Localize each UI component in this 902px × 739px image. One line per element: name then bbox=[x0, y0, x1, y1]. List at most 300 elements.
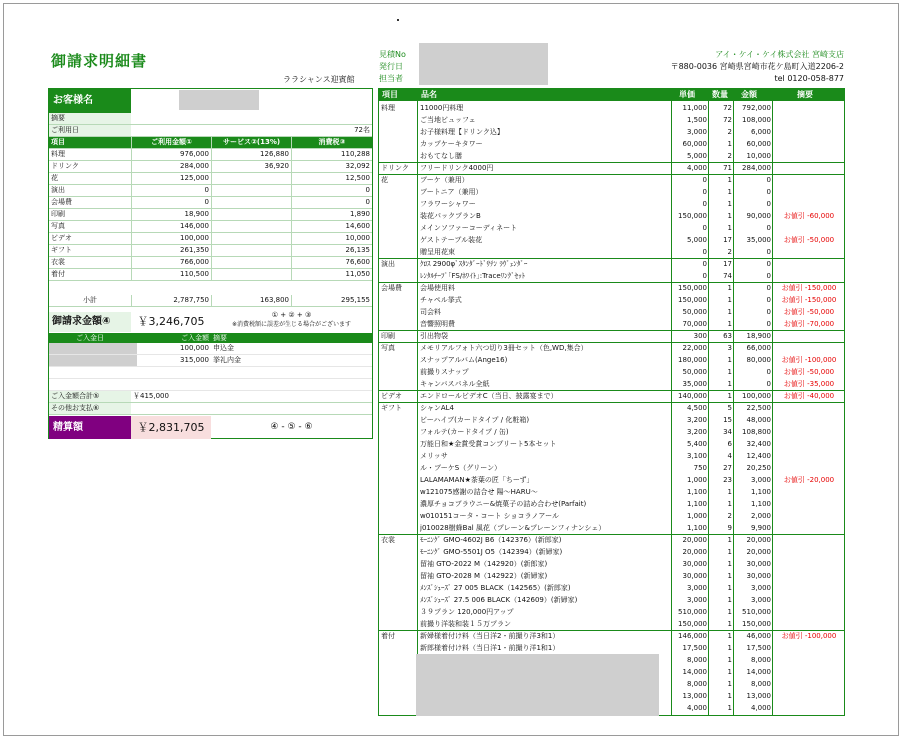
detail-category: 写真 bbox=[381, 344, 395, 352]
summary-item: ビデオ bbox=[51, 234, 72, 242]
blank-row bbox=[49, 367, 372, 379]
guest-count: 72名 bbox=[354, 126, 370, 134]
detail-quantity: 1 bbox=[727, 308, 732, 316]
detail-item-name: w121075感謝の詰合せ 陽～HARU～ bbox=[420, 488, 538, 496]
detail-item-name: ﾒﾝｽﾞｼｭｰｽﾞ 27.5 006 BLACK（142609）(新婦家) bbox=[420, 596, 578, 604]
detail-row bbox=[379, 366, 844, 378]
detail-amount: 35,000 bbox=[746, 236, 771, 244]
detail-category: ビデオ bbox=[381, 392, 402, 400]
detail-quantity: 72 bbox=[723, 104, 732, 112]
detail-quantity: 1 bbox=[727, 200, 732, 208]
detail-row bbox=[379, 582, 844, 594]
detail-unit-price: 60,000 bbox=[682, 140, 707, 148]
detail-amount: 60,000 bbox=[746, 140, 771, 148]
detail-amount: 32,400 bbox=[746, 440, 771, 448]
detail-unit-price: 1,100 bbox=[686, 524, 707, 532]
redacted-customer-name bbox=[179, 90, 259, 110]
detail-item-name: おもてなし膳 bbox=[420, 152, 462, 160]
detail-unit-price: 1,000 bbox=[686, 512, 707, 520]
detail-amount: 284,000 bbox=[742, 164, 771, 172]
settle-label: 精算額 bbox=[49, 416, 131, 439]
company-address: 〒880-0036 宮崎県宮崎市花ケ島町入道2206-2 bbox=[670, 62, 844, 71]
detail-quantity: 1 bbox=[727, 584, 732, 592]
group-divider bbox=[379, 330, 844, 331]
detail-unit-price: 30,000 bbox=[682, 560, 707, 568]
summary-amount: 100,000 bbox=[131, 233, 211, 244]
detail-unit-price: 150,000 bbox=[678, 296, 707, 304]
detail-amount: 20,000 bbox=[746, 548, 771, 556]
detail-item-name: w010151コータ・コート ショコラノアール bbox=[420, 512, 559, 520]
payment-header bbox=[49, 333, 372, 343]
detail-amount: 0 bbox=[766, 284, 771, 292]
summary-header-row bbox=[49, 137, 372, 149]
detail-unit-price: 17,500 bbox=[682, 644, 707, 652]
summary-tax: 32,092 bbox=[291, 161, 372, 172]
detail-unit-price: 0 bbox=[702, 272, 707, 280]
detail-item-name: ブーケ（兼用） bbox=[420, 176, 469, 184]
payment-note: 申込金 bbox=[213, 344, 234, 352]
detail-item-name: 留袖 GTO-2022 M（142920）(新郎家) bbox=[420, 560, 548, 568]
settle-amount: ￥2,831,705 bbox=[131, 416, 211, 439]
detail-unit-price: 50,000 bbox=[682, 308, 707, 316]
detail-amount: 510,000 bbox=[742, 608, 771, 616]
summary-row bbox=[49, 221, 372, 233]
detail-item-name: LALAMAMAN★茶葉の匠「ちーず」 bbox=[420, 476, 534, 484]
detail-col-qty: 数量 bbox=[712, 90, 728, 99]
detail-category: 印刷 bbox=[381, 332, 395, 340]
summary-service bbox=[211, 257, 291, 268]
detail-item-name: 音響照明費 bbox=[420, 320, 455, 328]
detail-unit-price: 20,000 bbox=[682, 536, 707, 544]
summary-service bbox=[211, 173, 291, 184]
detail-row bbox=[379, 498, 844, 510]
detail-unit-price: 0 bbox=[702, 248, 707, 256]
detail-discount-note: お値引 -150,000 bbox=[781, 296, 837, 304]
redacted-meta-box bbox=[419, 43, 548, 85]
company-tel: tel 0120-058-877 bbox=[774, 74, 844, 83]
col-tax: 消費税③ bbox=[291, 137, 372, 148]
detail-item-name: ゲストテーブル装花 bbox=[420, 236, 483, 244]
summary-item: 花 bbox=[51, 174, 58, 182]
detail-unit-price: 150,000 bbox=[678, 284, 707, 292]
detail-quantity: 1 bbox=[727, 572, 732, 580]
page-title: 御請求明細書 bbox=[51, 52, 148, 70]
detail-unit-price: 30,000 bbox=[682, 572, 707, 580]
detail-category: 花 bbox=[381, 176, 388, 184]
detail-amount: 0 bbox=[766, 200, 771, 208]
detail-unit-price: 3,000 bbox=[686, 584, 707, 592]
detail-quantity: 1 bbox=[727, 224, 732, 232]
detail-amount: 3,000 bbox=[750, 476, 771, 484]
summary-item: 料理 bbox=[51, 150, 65, 158]
detail-amount: 3,000 bbox=[750, 596, 771, 604]
detail-item-name: ﾚﾝﾀﾙﾁｰﾌﾟ｢FS/ﾎﾜｲﾄ｣:Traceﾘﾝｸﾞｾｯﾄ bbox=[420, 272, 526, 280]
detail-item-name: 11000円料理 bbox=[420, 104, 464, 112]
detail-row bbox=[379, 258, 844, 270]
payment-note-col: 摘要 bbox=[213, 334, 227, 342]
billing-label: 御請求金額④ bbox=[49, 312, 131, 332]
detail-quantity: 1 bbox=[727, 536, 732, 544]
detail-amount: 0 bbox=[766, 380, 771, 388]
detail-quantity: 1 bbox=[727, 500, 732, 508]
detail-item-name: ビーハイブ(カードタイプ / 化粧箱) bbox=[420, 416, 530, 424]
summary-row bbox=[49, 209, 372, 221]
summary-amount: 284,000 bbox=[131, 161, 211, 172]
detail-item-name: ﾓｰﾆﾝｸﾞ GMO-5501J O5（142394）(新婦家) bbox=[420, 548, 563, 556]
detail-unit-price: 0 bbox=[702, 188, 707, 196]
detail-discount-note: お値引 -50,000 bbox=[783, 308, 835, 316]
summary-service bbox=[211, 233, 291, 244]
col-amount: ご利用金額① bbox=[131, 137, 211, 148]
detail-quantity: 1 bbox=[727, 296, 732, 304]
summary-tax: 11,050 bbox=[291, 269, 372, 280]
other-payment-row bbox=[49, 403, 372, 415]
detail-amount: 17,500 bbox=[746, 644, 771, 652]
detail-unit-price: 14,000 bbox=[682, 668, 707, 676]
detail-item-name: フラワーシャワー bbox=[420, 200, 476, 208]
detail-category: 衣裳 bbox=[381, 536, 395, 544]
detail-item-name: シャンAL4 bbox=[420, 404, 455, 412]
detail-discount-note: お値引 -35,000 bbox=[783, 380, 835, 388]
detail-unit-price: 150,000 bbox=[678, 620, 707, 628]
detail-amount: 1,100 bbox=[750, 488, 771, 496]
company-name: アイ・ケイ・ケイ株式会社 宮崎支店 bbox=[715, 50, 844, 59]
detail-unit-price: 3,200 bbox=[686, 416, 707, 424]
detail-row bbox=[379, 162, 844, 174]
detail-item-name: 引出物袋 bbox=[420, 332, 448, 340]
summary-row bbox=[49, 269, 372, 281]
detail-discount-note: お値引 -100,000 bbox=[781, 632, 837, 640]
subtotal-service: 163,800 bbox=[211, 295, 291, 306]
detail-row bbox=[379, 558, 844, 570]
detail-row bbox=[379, 534, 844, 546]
detail-col-amount: 金額 bbox=[741, 90, 757, 99]
detail-unit-price: 8,000 bbox=[686, 680, 707, 688]
detail-item-name: メモリアルフォト六つ切り3冊セット（色,WD,集合） bbox=[420, 344, 588, 352]
detail-amount: 0 bbox=[766, 308, 771, 316]
detail-quantity: 1 bbox=[727, 176, 732, 184]
detail-item-name: 万能日和★金賞受賞コンプリート5本セット bbox=[420, 440, 557, 448]
subtotal-tax: 295,155 bbox=[291, 295, 372, 306]
detail-discount-note: お値引 -50,000 bbox=[783, 368, 835, 376]
summary-item: 着付 bbox=[51, 270, 65, 278]
billing-formula: ① + ② + ③ bbox=[271, 311, 312, 319]
detail-row bbox=[379, 234, 844, 246]
detail-amount: 0 bbox=[766, 224, 771, 232]
detail-row bbox=[379, 246, 844, 258]
detail-amount: 3,000 bbox=[750, 584, 771, 592]
detail-amount: 48,000 bbox=[746, 416, 771, 424]
detail-quantity: 3 bbox=[727, 344, 732, 352]
detail-quantity: 17 bbox=[723, 260, 732, 268]
group-divider bbox=[379, 162, 844, 163]
detail-item-name: ご当地ビュッフェ bbox=[420, 116, 476, 124]
detail-row bbox=[379, 318, 844, 330]
detail-row bbox=[379, 198, 844, 210]
group-divider bbox=[379, 630, 844, 631]
detail-unit-price: 140,000 bbox=[678, 392, 707, 400]
payment-total: ￥415,000 bbox=[133, 392, 169, 400]
detail-quantity: 2 bbox=[727, 248, 732, 256]
detail-row bbox=[379, 402, 844, 414]
detail-unit-price: 5,000 bbox=[686, 236, 707, 244]
detail-row bbox=[379, 522, 844, 534]
group-divider bbox=[379, 402, 844, 403]
billing-note: ※消費税額に誤差が生じる場合がございます bbox=[231, 321, 352, 328]
detail-quantity: 1 bbox=[727, 560, 732, 568]
detail-unit-price: 22,000 bbox=[682, 344, 707, 352]
page-dot bbox=[397, 19, 399, 21]
detail-row bbox=[379, 294, 844, 306]
summary-tax: 110,288 bbox=[291, 149, 372, 160]
detail-table bbox=[378, 88, 845, 716]
group-divider bbox=[379, 258, 844, 259]
detail-row bbox=[379, 474, 844, 486]
company-block bbox=[671, 49, 844, 85]
detail-discount-note: お値引 -150,000 bbox=[781, 284, 837, 292]
detail-amount: 150,000 bbox=[742, 620, 771, 628]
detail-quantity: 1 bbox=[727, 212, 732, 220]
summary-amount: 976,000 bbox=[131, 149, 211, 160]
detail-item-name: 会場使用料 bbox=[420, 284, 455, 292]
detail-quantity: 1 bbox=[727, 668, 732, 676]
detail-unit-price: 50,000 bbox=[682, 368, 707, 376]
summary-service bbox=[211, 245, 291, 256]
summary-row bbox=[49, 173, 372, 185]
detail-quantity: 23 bbox=[723, 476, 732, 484]
detail-item-name: 留袖 GTO-2028 M（142922）(新婦家) bbox=[420, 572, 548, 580]
summary-row bbox=[49, 185, 372, 197]
payment-row bbox=[49, 355, 372, 367]
date-label: ご利用日 bbox=[49, 125, 131, 136]
detail-quantity: 1 bbox=[727, 284, 732, 292]
detail-amount: 792,000 bbox=[742, 104, 771, 112]
detail-col-note: 摘要 bbox=[797, 90, 813, 99]
detail-unit-price: 0 bbox=[702, 224, 707, 232]
summary-service bbox=[211, 185, 291, 196]
summary-tax: 26,135 bbox=[291, 245, 372, 256]
detail-amount: 14,000 bbox=[746, 668, 771, 676]
issue-date-label: 発行日 bbox=[379, 62, 403, 71]
customer-label: お客様名 bbox=[49, 89, 131, 113]
detail-quantity: 4 bbox=[727, 452, 732, 460]
detail-amount: 0 bbox=[766, 248, 771, 256]
tekiyou-label: 摘要 bbox=[49, 113, 131, 124]
detail-unit-price: 150,000 bbox=[678, 212, 707, 220]
detail-quantity: 1 bbox=[727, 320, 732, 328]
detail-item-name: 前撮りスナップ bbox=[420, 368, 469, 376]
detail-row bbox=[379, 570, 844, 582]
detail-unit-price: 3,100 bbox=[686, 452, 707, 460]
detail-quantity: 1 bbox=[727, 656, 732, 664]
settle-formula: ④ - ⑤ - ⑥ bbox=[270, 422, 313, 432]
detail-quantity: 1 bbox=[727, 356, 732, 364]
detail-quantity: 1 bbox=[727, 548, 732, 556]
detail-item-name: ﾒﾝｽﾞｼｭｰｽﾞ 27 005 BLACK（142565）(新郎家) bbox=[420, 584, 571, 592]
summary-tax: 14,600 bbox=[291, 221, 372, 232]
summary-service bbox=[211, 221, 291, 232]
summary-tax: 0 bbox=[291, 185, 372, 196]
detail-item-name: お子様料理【ドリンク込】 bbox=[420, 128, 504, 136]
detail-unit-price: 20,000 bbox=[682, 548, 707, 556]
summary-item: 会場費 bbox=[51, 198, 72, 206]
subtotal-amount: 2,787,750 bbox=[131, 295, 211, 306]
detail-unit-price: 35,000 bbox=[682, 380, 707, 388]
group-divider bbox=[379, 390, 844, 391]
subtotal-label: 小計 bbox=[83, 296, 97, 304]
summary-item: 印刷 bbox=[51, 210, 65, 218]
detail-unit-price: 0 bbox=[702, 260, 707, 268]
detail-row bbox=[379, 450, 844, 462]
detail-row bbox=[379, 150, 844, 162]
detail-amount: 13,000 bbox=[746, 692, 771, 700]
detail-item-name: エンドロールビデオC（当日、披露宴まで） bbox=[420, 392, 558, 400]
detail-amount: 0 bbox=[766, 320, 771, 328]
detail-amount: 8,000 bbox=[750, 680, 771, 688]
detail-row bbox=[379, 126, 844, 138]
payment-row bbox=[49, 343, 372, 355]
detail-item-name: フリードリンク4000円 bbox=[420, 164, 494, 172]
detail-quantity: 1 bbox=[727, 368, 732, 376]
detail-unit-price: 0 bbox=[702, 176, 707, 184]
detail-discount-note: お値引 -20,000 bbox=[783, 476, 835, 484]
detail-item-name: j010028樹蜂Bal 風花（プレーン&プレーンフィナンシェ） bbox=[420, 524, 606, 532]
detail-row bbox=[379, 270, 844, 282]
detail-unit-price: 1,100 bbox=[686, 500, 707, 508]
detail-discount-note: お値引 -50,000 bbox=[783, 236, 835, 244]
detail-category: ドリンク bbox=[381, 164, 409, 172]
detail-item-name: スナップアルバム(Ange16) bbox=[420, 356, 508, 364]
summary-item: ギフト bbox=[51, 246, 72, 254]
detail-amount: 4,000 bbox=[750, 704, 771, 712]
summary-tax: 1,890 bbox=[291, 209, 372, 220]
detail-quantity: 1 bbox=[727, 632, 732, 640]
detail-row bbox=[379, 342, 844, 354]
detail-quantity: 17 bbox=[723, 236, 732, 244]
detail-unit-price: 1,100 bbox=[686, 488, 707, 496]
detail-amount: 12,400 bbox=[746, 452, 771, 460]
detail-amount: 0 bbox=[766, 368, 771, 376]
detail-unit-price: 3,000 bbox=[686, 596, 707, 604]
staff-label: 担当者 bbox=[379, 74, 403, 83]
blank-row bbox=[49, 379, 372, 391]
summary-service: 126,880 bbox=[211, 149, 291, 160]
detail-item-name: 司会料 bbox=[420, 308, 441, 316]
detail-item-name: 新郎様着付け料（当日洋1・前撮り洋1和1） bbox=[420, 644, 560, 652]
detail-amount: 20,250 bbox=[746, 464, 771, 472]
detail-row bbox=[379, 546, 844, 558]
detail-unit-price: 750 bbox=[693, 464, 707, 472]
detail-unit-price: 3,000 bbox=[686, 128, 707, 136]
detail-quantity: 1 bbox=[727, 680, 732, 688]
detail-unit-price: 13,000 bbox=[682, 692, 707, 700]
detail-row bbox=[379, 426, 844, 438]
detail-quantity: 74 bbox=[723, 272, 732, 280]
detail-quantity: 2 bbox=[727, 512, 732, 520]
detail-item-name: ル・ブーケS（グリーン） bbox=[420, 464, 502, 472]
detail-amount: 1,100 bbox=[750, 500, 771, 508]
detail-quantity: 1 bbox=[727, 488, 732, 496]
detail-row bbox=[379, 510, 844, 522]
detail-quantity: 34 bbox=[723, 428, 732, 436]
summary-service: 36,920 bbox=[211, 161, 291, 172]
detail-quantity: 1 bbox=[727, 380, 732, 388]
detail-quantity: 1 bbox=[727, 608, 732, 616]
detail-row bbox=[379, 486, 844, 498]
summary-amount: 0 bbox=[131, 185, 211, 196]
detail-discount-note: お値引 -40,000 bbox=[783, 392, 835, 400]
summary-item: 写真 bbox=[51, 222, 65, 230]
detail-item-name: メリッサ bbox=[420, 452, 448, 460]
detail-row bbox=[379, 642, 844, 654]
summary-amount: 110,500 bbox=[131, 269, 211, 280]
detail-quantity: 1 bbox=[727, 620, 732, 628]
detail-quantity: 2 bbox=[727, 152, 732, 160]
detail-quantity: 72 bbox=[723, 116, 732, 124]
detail-unit-price: 70,000 bbox=[682, 320, 707, 328]
payment-total-label: ご入金額合計⑤ bbox=[49, 391, 131, 402]
payment-total-row bbox=[49, 391, 372, 403]
detail-unit-price: 1,500 bbox=[686, 116, 707, 124]
other-payment-label: その他お支払⑥ bbox=[49, 403, 131, 414]
detail-amount: 0 bbox=[766, 272, 771, 280]
detail-amount: 100,000 bbox=[742, 392, 771, 400]
summary-amount: 146,000 bbox=[131, 221, 211, 232]
detail-quantity: 1 bbox=[727, 596, 732, 604]
group-divider bbox=[379, 282, 844, 283]
detail-item-name: ブートニア（兼用） bbox=[420, 188, 483, 196]
detail-unit-price: 5,400 bbox=[686, 440, 707, 448]
detail-col-item: 項目 bbox=[382, 90, 398, 99]
detail-amount: 22,500 bbox=[746, 404, 771, 412]
detail-amount: 30,000 bbox=[746, 560, 771, 568]
meta-labels bbox=[379, 49, 406, 85]
summary-panel bbox=[48, 88, 373, 439]
redacted-detail-box bbox=[416, 654, 659, 716]
detail-quantity: 2 bbox=[727, 128, 732, 136]
venue-name: ララシャンス迎賓館 bbox=[283, 75, 355, 84]
detail-unit-price: 1,000 bbox=[686, 476, 707, 484]
group-divider bbox=[379, 174, 844, 175]
detail-item-name: メインソファーコーディネート bbox=[420, 224, 518, 232]
detail-item-name: チャペル挙式 bbox=[420, 296, 462, 304]
detail-quantity: 1 bbox=[727, 140, 732, 148]
billing-amount: ￥3,246,705 bbox=[137, 315, 205, 328]
summary-item: 衣裳 bbox=[51, 258, 65, 266]
detail-discount-note: お値引 -70,000 bbox=[783, 320, 835, 328]
detail-item-name: ｸﾛｽ 2900φﾞｽﾀﾝﾀﾞｰﾄﾞｻﾃﾝ ﾗｳﾞｪﾝﾀﾞｰ bbox=[420, 260, 528, 268]
summary-service bbox=[211, 209, 291, 220]
detail-row bbox=[379, 390, 844, 402]
detail-discount-note: お値引 -60,000 bbox=[783, 212, 835, 220]
detail-row bbox=[379, 138, 844, 150]
detail-row bbox=[379, 618, 844, 630]
detail-item-name: ﾓｰﾆﾝｸﾞ GMO-4602J B6（142376）(新郎家) bbox=[420, 536, 562, 544]
detail-quantity: 1 bbox=[727, 704, 732, 712]
detail-discount-note: お値引 -100,000 bbox=[781, 356, 837, 364]
detail-category: 会場費 bbox=[381, 284, 402, 292]
detail-quantity: 1 bbox=[727, 644, 732, 652]
detail-col-name: 品名 bbox=[421, 90, 437, 99]
detail-item-name: 前撮り洋装和装１５万プラン bbox=[420, 620, 511, 628]
detail-item-name: カップケーキタワー bbox=[420, 140, 483, 148]
detail-row bbox=[379, 594, 844, 606]
col-service: サービス②(13%) bbox=[211, 137, 291, 148]
detail-amount: 8,000 bbox=[750, 656, 771, 664]
col-item: 項目 bbox=[51, 138, 65, 146]
summary-tax: 0 bbox=[291, 197, 372, 208]
detail-quantity: 6 bbox=[727, 440, 732, 448]
